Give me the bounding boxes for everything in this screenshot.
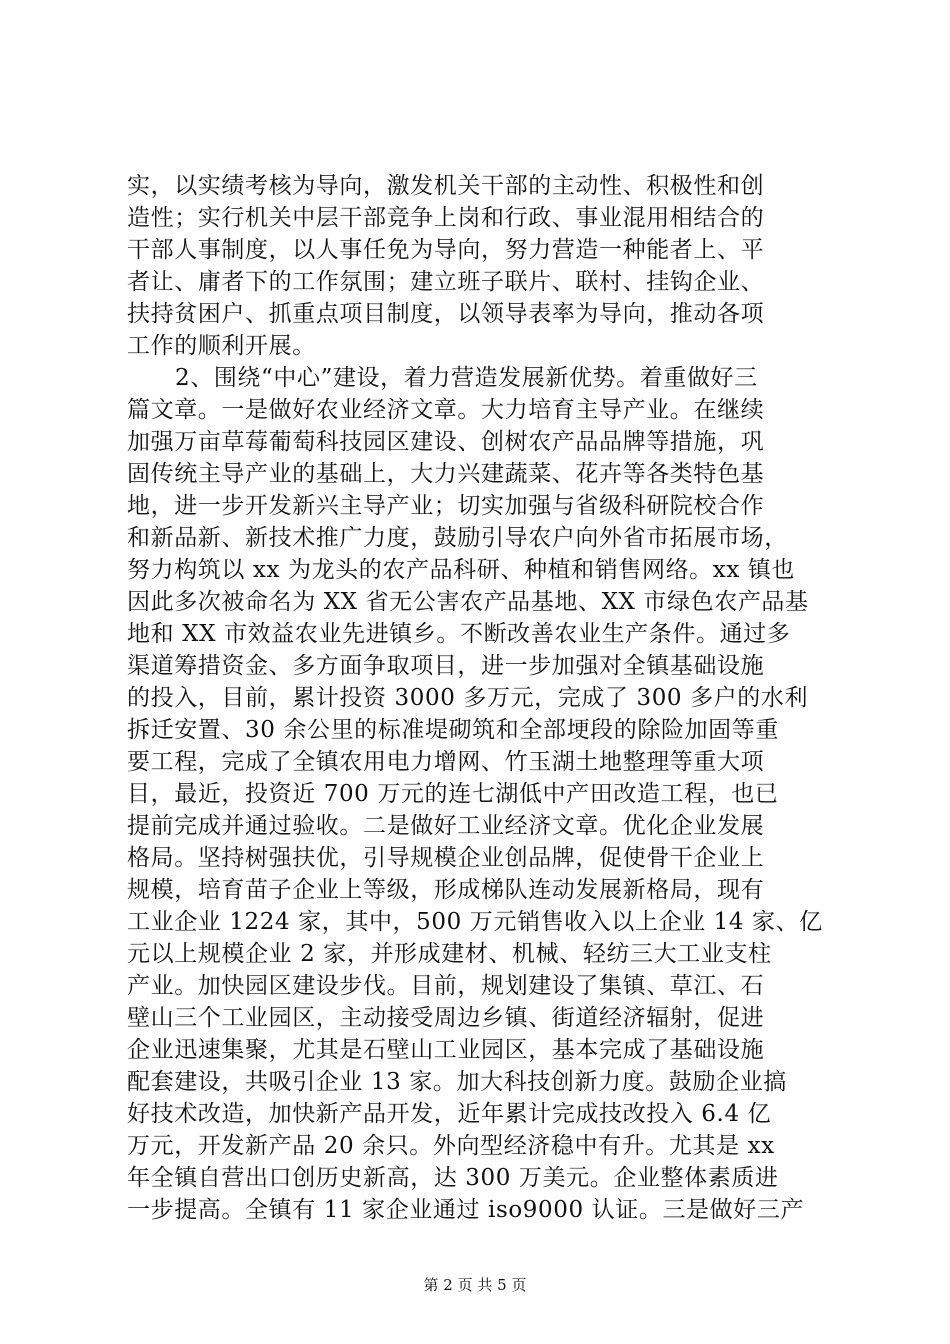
text-line: 固传统主导产业的基础上，大力兴建蔬菜、花卉等各类特色基 [127, 461, 765, 487]
document-body [127, 170, 827, 1226]
text-line: 万元，开发新产品 20 余只。外向型经济稳中有升。尤其是 xx [127, 1133, 775, 1159]
text-line: 者让、庸者下的工作氛围；建立班子联片、联村、挂钩企业、 [127, 269, 765, 295]
text-line: 地，进一步开发新兴主导产业；切实加强与省级科研院校合作 [127, 493, 765, 519]
text-line: 企业迅速集聚，尤其是石壁山工业园区，基本完成了基础设施 [127, 1037, 765, 1063]
text-line: 配套建设，共吸引企业 13 家。加大科技创新力度。鼓励企业搞 [127, 1069, 787, 1095]
text-line: 年全镇自营出口创历史新高，达 300 万美元。企业整体素质进 [127, 1165, 779, 1191]
text-line: 目，最近，投资近 700 万元的连七湖低中产田改造工程，也已 [127, 781, 779, 807]
text-line: 干部人事制度，以人事任免为导向，努力营造一种能者上、平 [127, 237, 765, 263]
text-line: 规模，培育苗子企业上等级，形成梯队连动发展新格局，现有 [127, 877, 765, 903]
text-line: 工业企业 1224 家，其中，500 万元销售收入以上企业 14 家、亿 [127, 909, 823, 935]
text-line: 壁山三个工业园区，主动接受周边乡镇、街道经济辐射，促进 [127, 1005, 765, 1031]
text-line: 渠道筹措资金、多方面争取项目，进一步加强对全镇基础设施 [127, 653, 765, 679]
text-line: 好技术改造，加快新产品开发，近年累计完成技改投入 6.4 亿 [127, 1101, 772, 1127]
text-line: 工作的顺利开展。 [127, 333, 316, 359]
text-line: 造性；实行机关中层干部竞争上岗和行政、事业混用相结合的 [127, 205, 765, 231]
text-line: 产业。加快园区建设步伐。目前，规划建设了集镇、草江、石 [127, 973, 765, 999]
text-line: 元以上规模企业 2 家，并形成建材、机械、轻纺三大工业支柱 [127, 941, 772, 967]
text-line: 扶持贫困户、抓重点项目制度，以领导表率为导向，推动各项 [127, 301, 765, 327]
text-line: 一步提高。全镇有 11 家企业通过 iso9000 认证。三是做好三产 [127, 1197, 805, 1223]
paragraph-start-line: 2、围绕“中心”建设，着力营造发展新优势。着重做好三 [175, 365, 758, 391]
text-line: 拆迁安置、30 余公里的标准堤砌筑和全部埂段的除险加固等重 [127, 717, 779, 743]
text-line: 加强万亩草莓葡萄科技园区建设、创树农产品品牌等措施，巩 [127, 429, 765, 455]
text-line: 要工程，完成了全镇农用电力增网、竹玉湖土地整理等重大项 [127, 749, 765, 775]
text-line: 篇文章。一是做好农业经济文章。大力培育主导产业。在继续 [127, 397, 765, 423]
text-line: 努力构筑以 xx 为龙头的农产品科研、种植和销售网络。xx 镇也 [127, 557, 796, 583]
page-number-footer: 第 2 页 共 5 页 [423, 1276, 527, 1294]
text-line: 的投入，目前，累计投资 3000 多万元，完成了 300 多户的水利 [127, 685, 809, 711]
text-line: 提前完成并通过验收。二是做好工业经济文章。优化企业发展 [127, 813, 765, 839]
text-line: 因此多次被命名为 XX 省无公害农产品基地、XX 市绿色农产品基 [127, 589, 809, 615]
text-line: 地和 XX 市效益农业先进镇乡。不断改善农业生产条件。通过多 [127, 621, 791, 647]
text-line: 和新品新、新技术推广力度，鼓励引导农户向外省市拓展市场， [127, 525, 788, 551]
text-line: 格局。坚持树强扶优，引导规模企业创品牌，促使骨干企业上 [127, 845, 765, 871]
text-line: 实，以实绩考核为导向，激发机关干部的主动性、积极性和创 [127, 173, 765, 199]
